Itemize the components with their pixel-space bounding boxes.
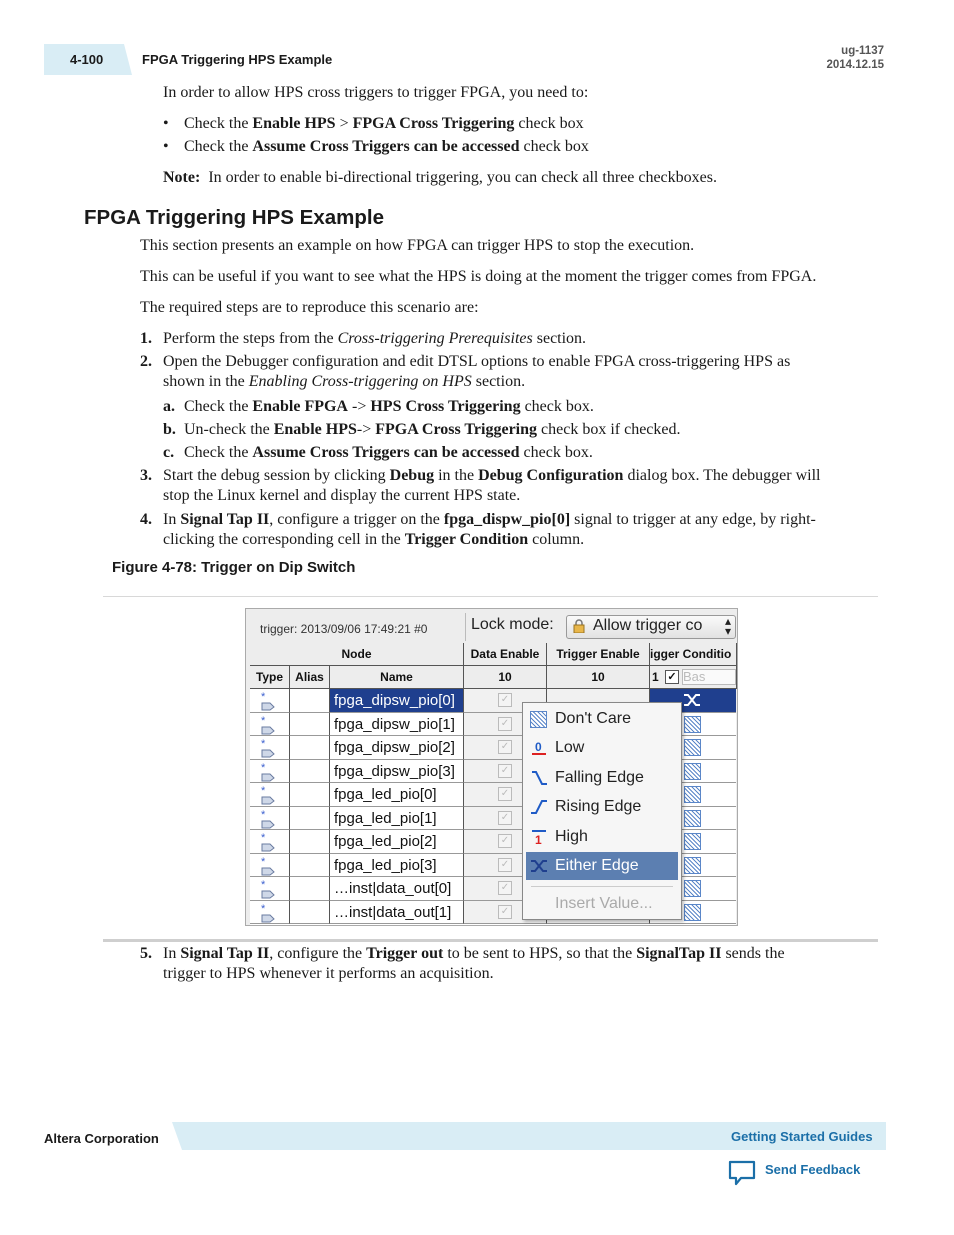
alias-cell [290, 689, 330, 713]
step-2c: c. Check the Assume Cross Triggers can be accessed check box. [163, 444, 593, 461]
low-icon [530, 740, 548, 756]
col-alias: Alias [290, 666, 330, 689]
data-enable-checkbox[interactable]: ✓ [498, 787, 512, 801]
either-edge-icon [683, 692, 703, 708]
data-enable-count: 10 [464, 666, 547, 689]
node-name: fpga_led_pio[2] [334, 833, 437, 850]
node-name: …inst|data_out[0] [334, 880, 452, 897]
node-type-icon [259, 762, 281, 782]
col-trigger-enable: Trigger Enable [547, 643, 650, 666]
note-text: In order to enable bi-directional triggering, you can check all three checkboxes. [208, 169, 717, 186]
bullet-dot: • [163, 138, 169, 155]
svg-text:0: 0 [535, 740, 542, 754]
node-name-cell[interactable] [330, 760, 464, 784]
menu-item-either-edge[interactable]: Either Edge [526, 852, 678, 880]
type-cell [250, 901, 290, 925]
bullet-text: Check the Assume Cross Triggers can be accessed check box [184, 138, 589, 155]
figure-bottom-rule [103, 939, 878, 942]
node-type-icon [259, 738, 281, 758]
node-name: fpga_led_pio[3] [334, 856, 437, 874]
step-1: 1. Perform the steps from the Cross-triggering Prerequisites section. [140, 330, 587, 347]
node-type-icon [259, 903, 281, 923]
either-edge-icon [530, 858, 548, 874]
toolbar-divider [465, 613, 466, 641]
type-cell [250, 783, 290, 807]
doc-id: ug-1137 [841, 45, 884, 57]
node-type-icon [259, 809, 281, 829]
lock-mode-dropdown[interactable] [566, 615, 736, 639]
type-cell [250, 736, 290, 760]
node-type-icon [259, 785, 281, 805]
type-cell [250, 877, 290, 901]
doc-id-block [790, 44, 884, 72]
node-name-cell[interactable] [330, 783, 464, 807]
data-enable-checkbox[interactable]: ✓ [498, 764, 512, 778]
svg-text:*: * [261, 714, 266, 727]
send-feedback-link[interactable]: Send Feedback [765, 1162, 861, 1177]
menu-item-rising-edge[interactable]: Rising Edge [526, 793, 678, 821]
type-cell [250, 830, 290, 854]
paragraph: The required steps are to reproduce this scenario are: [140, 299, 479, 316]
dont-care-icon [684, 880, 701, 897]
svg-text:1: 1 [535, 833, 542, 845]
step-2b: b. Un-check the Enable HPS-> FPGA Cross Triggering check box if checked. [163, 421, 681, 438]
page-number: 4-100 [70, 52, 104, 67]
condition-checkbox[interactable]: ✓ [665, 670, 679, 684]
lock-mode-value: Allow trigger co [593, 617, 703, 634]
dont-care-icon [684, 763, 701, 780]
col-group-node: Node [250, 643, 464, 666]
data-enable-checkbox[interactable]: ✓ [498, 693, 512, 707]
data-enable-checkbox[interactable]: ✓ [498, 740, 512, 754]
menu-item-falling-edge[interactable]: Falling Edge [526, 764, 678, 792]
svg-text:*: * [261, 691, 266, 703]
node-type-icon [259, 691, 281, 711]
svg-text:*: * [261, 738, 266, 750]
bullet-dot: • [163, 115, 169, 132]
node-name: fpga_led_pio[0] [334, 786, 437, 803]
condition-basic-field[interactable]: Bas [682, 669, 736, 685]
trigger-enable-count: 10 [547, 666, 650, 689]
step-2: 2. Open the Debugger configuration and edit DTSL options to enable FPGA cross-triggering HPS as shown in the Enabling Cross-triggering on HPS section. [140, 353, 791, 390]
node-name: fpga_dipsw_pio[2] [334, 739, 455, 756]
figure-top-rule [103, 596, 878, 597]
note-label: Note: [163, 169, 201, 186]
col-name: Name [330, 666, 464, 689]
step-2a: a. Check the Enable FPGA -> HPS Cross Triggering check box. [163, 398, 594, 415]
trigger-condition-header: 1 ✓ Bas [650, 666, 737, 689]
alias-cell [290, 760, 330, 784]
dont-care-icon [684, 786, 701, 803]
spin-arrows-icon: ▴ ▾ [724, 614, 731, 638]
dont-care-icon [684, 904, 701, 921]
rising-edge-icon [530, 799, 548, 815]
node-name-cell[interactable] [330, 901, 464, 925]
alias-cell [290, 736, 330, 760]
running-title: FPGA Triggering HPS Example [142, 52, 333, 67]
type-cell [250, 760, 290, 784]
step-4: 4. In Signal Tap II, configure a trigger on the fpga_dispw_pio[0] signal to trigger at any edge, by right- clicking the corresponding cell in the Trigger Condition column. [140, 511, 816, 548]
type-cell [250, 854, 290, 878]
node-name-cell[interactable] [330, 830, 464, 854]
col-data-enable: Data Enable [464, 643, 547, 666]
dont-care-icon [684, 833, 701, 850]
data-enable-checkbox[interactable]: ✓ [498, 717, 512, 731]
svg-text:*: * [261, 902, 266, 915]
data-enable-checkbox[interactable]: ✓ [498, 858, 512, 872]
paragraph: This can be useful if you want to see what the HPS is doing at the moment the trigger comes from FPGA. [140, 268, 817, 285]
note [163, 168, 717, 188]
data-enable-checkbox[interactable]: ✓ [498, 834, 512, 848]
feedback-bubble-icon[interactable] [727, 1159, 757, 1187]
trigger-condition-context-menu [522, 702, 682, 920]
falling-edge-icon [530, 770, 548, 786]
section-heading: FPGA Triggering HPS Example [84, 206, 384, 229]
figure-caption: Figure 4-78: Trigger on Dip Switch [112, 559, 356, 576]
svg-text:*: * [261, 808, 266, 821]
data-enable-checkbox[interactable]: ✓ [498, 881, 512, 895]
alias-cell [290, 877, 330, 901]
type-cell [250, 689, 290, 713]
svg-text:*: * [261, 832, 266, 844]
node-name-cell[interactable] [330, 713, 464, 737]
node-name-cell[interactable] [330, 736, 464, 760]
node-type-icon [259, 832, 281, 852]
menu-separator [531, 886, 673, 887]
high-icon [530, 829, 548, 845]
alias-cell [290, 807, 330, 831]
svg-text:*: * [261, 785, 266, 797]
menu-item-low[interactable]: 0 Low [526, 734, 678, 762]
alias-cell [290, 713, 330, 737]
col-trigger-condition: igger Conditio [650, 643, 737, 666]
lock-icon [573, 619, 585, 633]
hatch-icon [530, 711, 548, 727]
alias-cell [290, 783, 330, 807]
svg-text:*: * [261, 879, 266, 891]
trigger-label: trigger: 2013/09/06 17:49:21 #0 [260, 622, 428, 636]
menu-item-high[interactable]: 1 High [526, 823, 678, 851]
node-name-cell[interactable] [330, 877, 464, 901]
node-type-icon [259, 879, 281, 899]
menu-item-insert-value: Insert Value... [555, 895, 653, 912]
intro-text: In order to allow HPS cross triggers to trigger FPGA, you need to: [163, 84, 589, 101]
data-enable-checkbox[interactable]: ✓ [498, 905, 512, 919]
node-type-icon [259, 856, 281, 876]
svg-text:*: * [261, 761, 266, 774]
col-type: Type [250, 666, 290, 689]
paragraph: This section presents an example on how FPGA can trigger HPS to stop the execution. [140, 237, 695, 254]
step-5: 5. In Signal Tap II, configure the Trigger out to be sent to HPS, so that the SignalTap II sends the trigger to HPS whenever it performs an acquisition. [140, 945, 785, 982]
alias-cell [290, 830, 330, 854]
node-name-cell[interactable] [330, 807, 464, 831]
node-name: …inst|data_out[1] [334, 903, 452, 921]
data-enable-checkbox[interactable]: ✓ [498, 811, 512, 825]
step-3: 3. Start the debug session by clicking Debug in the Debug Configuration dialog box. The debugger will stop the Linux kernel and display the current HPS state. [140, 467, 821, 504]
lock-mode-label: Lock mode: [471, 616, 554, 633]
node-name: fpga_dipsw_pio[1] [334, 715, 455, 733]
footer-company: Altera Corporation [44, 1131, 159, 1146]
dont-care-icon [684, 716, 701, 733]
node-name: fpga_dipsw_pio[3] [334, 762, 455, 780]
bullet-text: Check the Enable HPS > FPGA Cross Triggering check box [184, 115, 584, 132]
alias-cell [290, 854, 330, 878]
dont-care-icon [684, 739, 701, 756]
node-name: fpga_led_pio[1] [334, 809, 437, 827]
footer-guide-link[interactable]: Getting Started Guides [731, 1129, 873, 1144]
node-name-cell[interactable] [330, 854, 464, 878]
alias-cell [290, 901, 330, 925]
doc-date: 2014.12.15 [826, 59, 884, 71]
node-name-cell[interactable] [330, 689, 464, 713]
node-type-icon [259, 715, 281, 735]
svg-text:*: * [261, 855, 266, 868]
node-name: fpga_dipsw_pio[0] [334, 692, 455, 709]
type-cell [250, 713, 290, 737]
menu-item-dont-care[interactable]: Don't Care [526, 705, 678, 733]
dont-care-icon [684, 857, 701, 874]
type-cell [250, 807, 290, 831]
dont-care-icon [684, 810, 701, 827]
